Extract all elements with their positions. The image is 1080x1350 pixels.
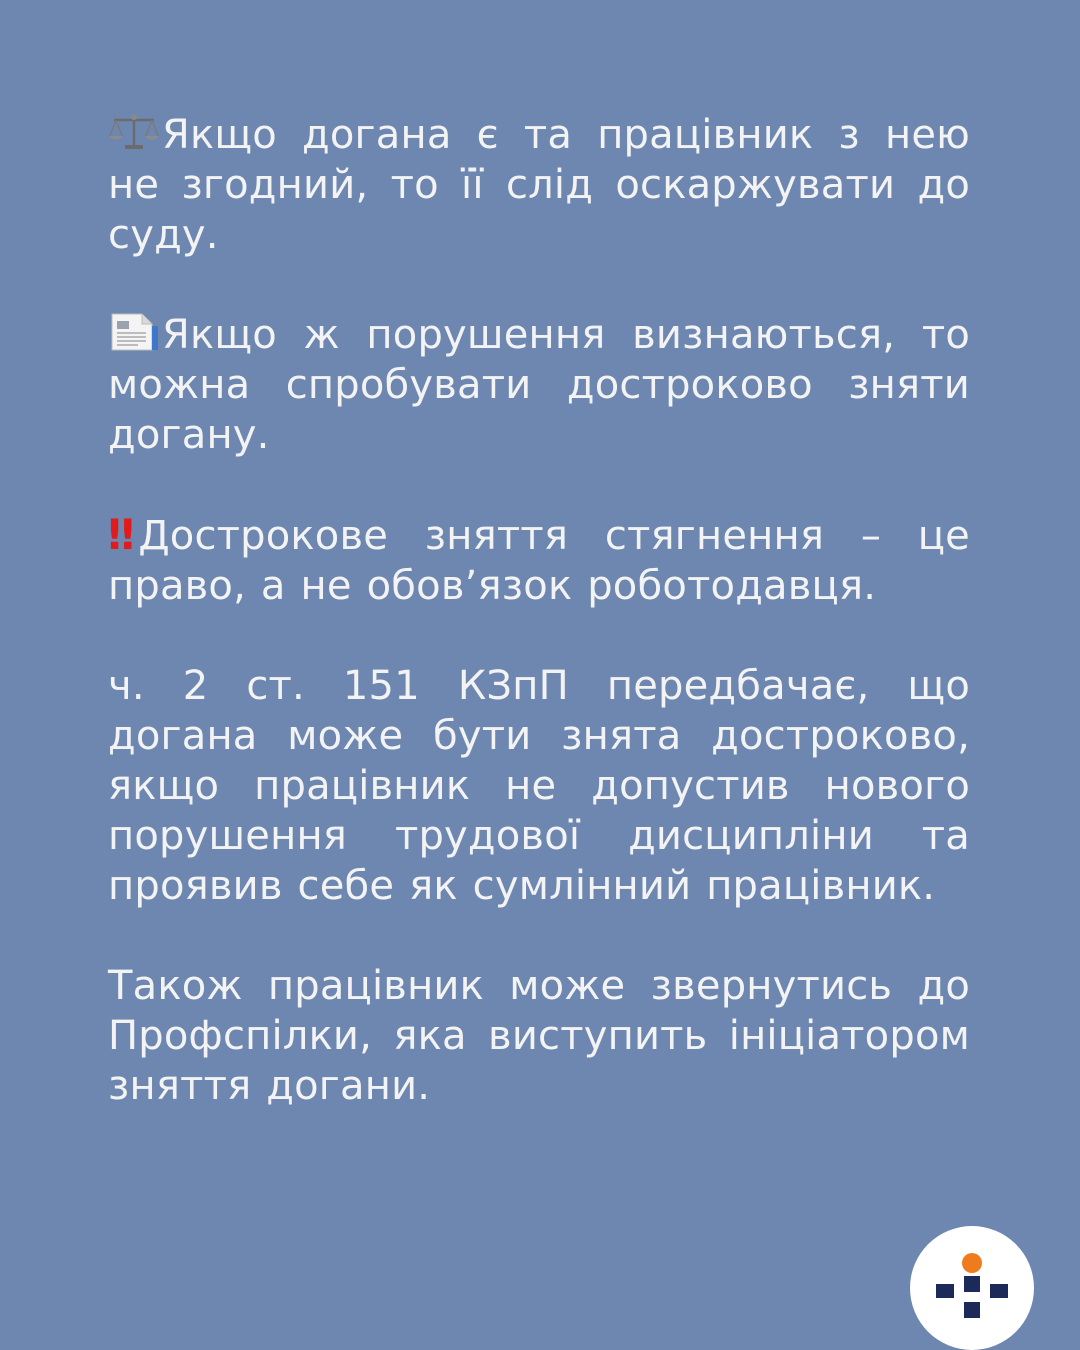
paragraph-2-text: Якщо ж порушення визнаються, то можна спробувати достроково зняти догану.: [108, 312, 970, 458]
main-content: [108, 110, 970, 1111]
paragraph-admit-violation: [108, 310, 970, 460]
paragraph-court-appeal: [108, 110, 970, 260]
paragraph-1-text: Якщо догана є та працівник з нею не згодний, то її слід оскаржувати до суду.: [108, 112, 970, 258]
paragraph-employer-right: [108, 510, 970, 611]
paragraph-law-reference: [108, 661, 970, 911]
paragraph-3-text: Дострокове зняття стягнення – це право, а не обов’язок роботодавця.: [108, 513, 970, 609]
document-icon: [108, 312, 160, 352]
paragraph-5-text: Також працівник може звернутись до Профспілки, яка виступить ініціатором зняття догани.: [108, 963, 970, 1109]
balance-scale-icon: [108, 112, 160, 152]
double-exclamation-icon: ‼: [108, 510, 129, 559]
paragraph-trade-union: [108, 961, 970, 1111]
union-logo-icon: [910, 1226, 1034, 1350]
paragraph-4-text: ч. 2 ст. 151 КЗпП передбачає, що догана може бути знята достроково, якщо працівник не допустив нового порушення трудової дисципліни та проявив себе як сумлінний працівник.: [108, 663, 970, 909]
